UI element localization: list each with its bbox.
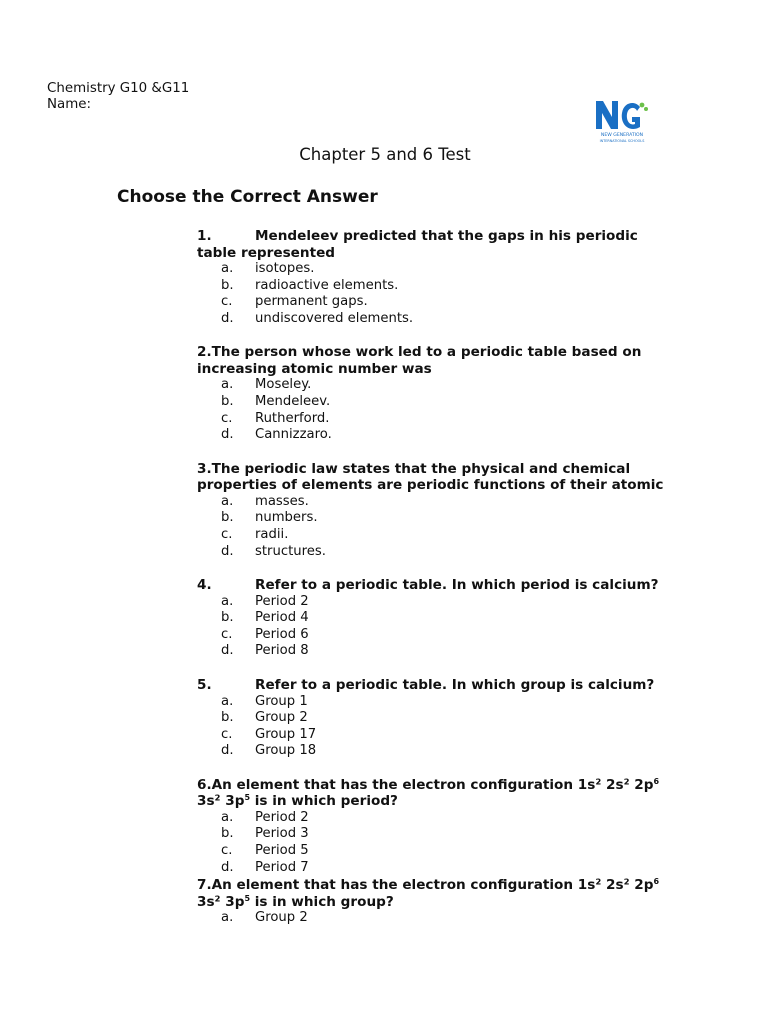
answer-options [197,594,667,660]
option-a[interactable]: a. Group 2 [221,910,308,926]
option-a[interactable]: a. Group 1 [221,693,308,709]
school-logo-icon [592,93,652,145]
option-d[interactable]: d. undiscovered elements. [221,310,414,326]
question-text: 1. Mendeleev predicted that the gaps in his periodic table represented [197,228,638,261]
option-b[interactable]: b. Mendeleev. [221,393,331,409]
option-d[interactable]: d. Group 18 [221,743,317,759]
option-d[interactable]: d. structures. [221,543,326,559]
option-d[interactable]: d. Cannizzaro. [221,427,332,443]
option-c[interactable]: c. Period 5 [221,843,309,859]
option-a[interactable]: a. masses. [221,493,309,509]
option-a[interactable]: a. Period 2 [221,593,309,609]
option-d[interactable]: d. Period 7 [221,859,309,875]
answer-options [197,810,667,876]
option-b[interactable]: b. Period 3 [221,826,309,842]
test-title: Chapter 5 and 6 Test [299,145,471,164]
question-text: 2.The person whose work led to a periodic table based on increasing atomic number was [197,344,642,377]
answer-options [197,377,667,443]
option-a[interactable]: a. Moseley. [221,377,312,393]
school-logo [592,93,652,145]
question-6 [197,777,667,876]
question-text: 6.An element that has the electron configuration 1s² 2s² $2p^6$ 3s² $3p^5$ is in which period? [197,776,660,810]
name-label: Name: [47,97,92,112]
option-b[interactable]: b. numbers. [221,510,318,526]
option-b[interactable]: b. Period 4 [221,610,309,626]
option-c[interactable]: c. Period 6 [221,626,309,642]
option-c[interactable]: c. Group 17 [221,726,317,742]
option-b[interactable]: b. Group 2 [221,710,308,726]
question-5 [197,677,667,760]
question-text: 7.An element that has the electron configuration 1s² 2s² $2p^6$ 3s² $3p^5$ is in which group? [197,877,660,910]
question-text: 5. Refer to a periodic table. In which group is calcium? [197,677,655,693]
option-a[interactable]: a. Period 2 [221,809,309,825]
question-2 [197,344,667,443]
option-a[interactable]: a. isotopes. [221,261,315,276]
option-c[interactable]: c. permanent gaps. [221,294,368,310]
course-label: Chemistry G10 &G11 [47,81,190,96]
instructions-heading: Choose the Correct Answer [117,187,378,207]
answer-options [197,261,667,327]
question-4 [197,577,667,660]
question-1 [197,228,667,327]
option-b[interactable]: b. radioactive elements. [221,277,399,293]
question-text: 4. Refer to a periodic table. In which period is calcium? [197,577,659,594]
svg-text:INTERNATIONAL SCHOOLS: INTERNATIONAL SCHOOLS [599,139,645,143]
question-text: 3.The periodic law states that the physical and chemical properties of elements are periodic functions of their atomic [197,460,664,494]
answer-options [197,694,667,760]
option-d[interactable]: d. Period 8 [221,643,309,659]
question-7 [197,877,667,927]
option-c[interactable]: c. Rutherford. [221,410,330,426]
svg-text:NEW GENERATION: NEW GENERATION [600,133,644,138]
option-c[interactable]: c. radii. [221,526,289,542]
question-list [197,228,667,944]
answer-options [197,494,667,560]
answer-options [197,910,667,927]
document-header [47,81,189,113]
question-3 [197,461,667,560]
